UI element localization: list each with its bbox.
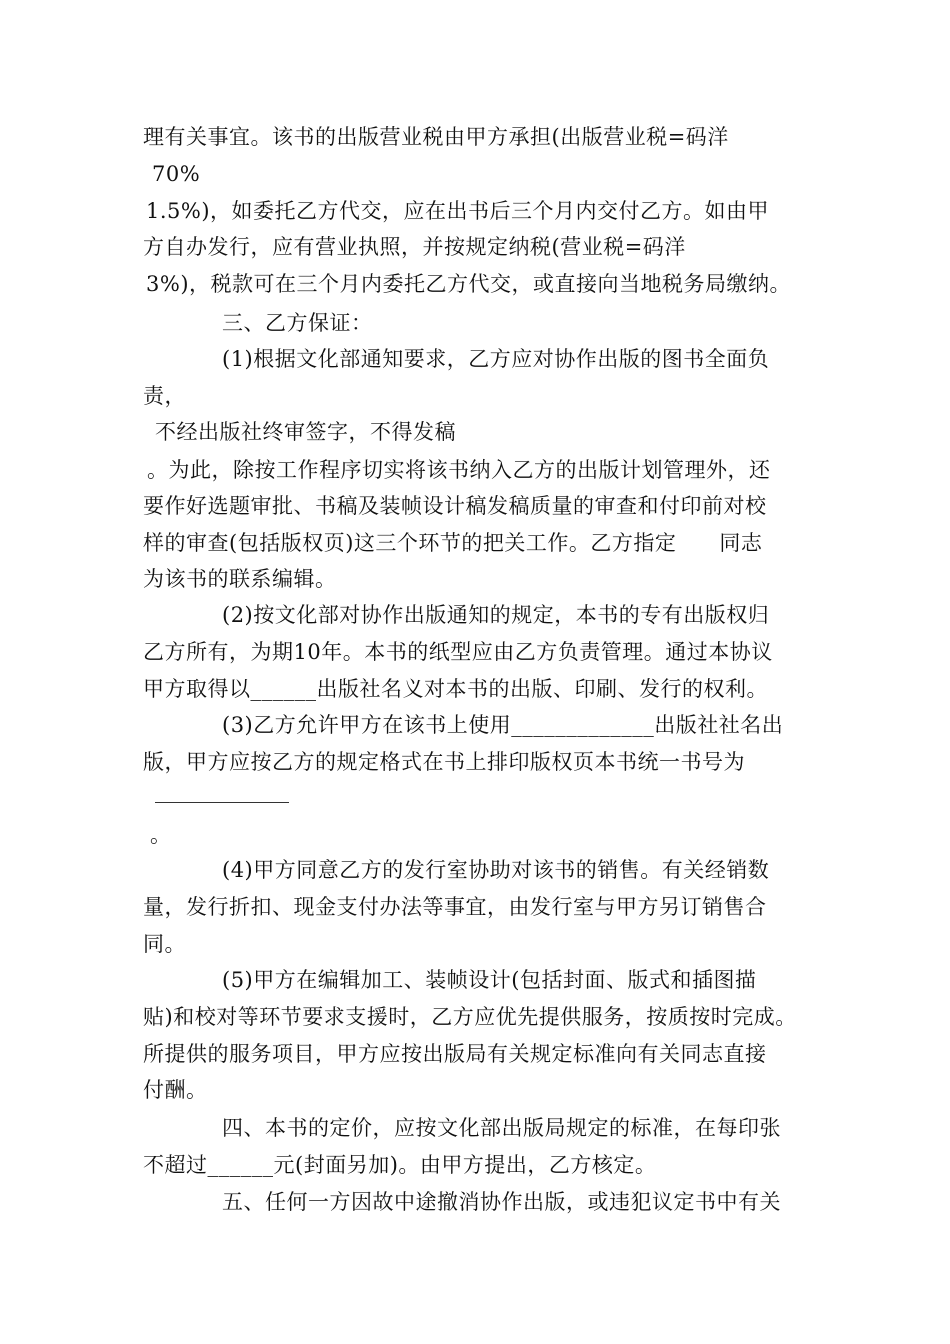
text-line: 为该书的联系编辑。: [143, 567, 337, 591]
text-line: 1.5%)，如委托乙方代交，应在出书后三个月内交付乙方。如由甲: [146, 199, 770, 223]
text-line: 付酬。: [143, 1078, 208, 1102]
text-line: 3%)，税款可在三个月内委托乙方代交，或直接向当地税务局缴纳。: [146, 272, 792, 296]
section-heading: 四、本书的定价，应按文化部出版局规定的标准，在每印张: [222, 1116, 781, 1140]
text-line: (4)甲方同意乙方的发行室协助对该书的销售。有关经销数: [222, 858, 770, 882]
text-line: 版，甲方应按乙方的规定格式在书上排印版权页本书统一书号为: [143, 750, 745, 774]
text-line: 理有关事宜。该书的出版营业税由甲方承担(出版营业税=码洋: [143, 125, 729, 149]
text-line: 所提供的服务项目，甲方应按出版局有关规定标准向有关同志直接: [143, 1042, 767, 1066]
text-line: 。为此，除按工作程序切实将该书纳入乙方的出版计划管理外，还: [147, 458, 771, 482]
text-line: 不超过______元(封面另加)。由甲方提出，乙方核定。: [143, 1153, 657, 1177]
text-line: (2)按文化部对协作出版通知的规定，本书的专有出版权归: [222, 603, 770, 627]
text-line: 甲方取得以______出版社名义对本书的出版、印刷、发行的权利。: [143, 677, 768, 701]
text-line: 样的审查(包括版权页)这三个环节的把关工作。乙方指定 同志: [143, 531, 763, 555]
text-line: 乙方所有，为期10年。本书的纸型应由乙方负责管理。通过本协议: [143, 640, 773, 664]
text-line: 要作好选题审批、书稿及装帧设计稿发稿质量的审查和付印前对校: [143, 494, 767, 518]
text-line: 量，发行折扣、现金支付办法等事宜，由发行室与甲方另订销售合: [143, 895, 767, 919]
blank-fill-line: [155, 802, 289, 803]
text-line: (1)根据文化部通知要求，乙方应对协作出版的图书全面负: [222, 347, 770, 371]
text-line: (3)乙方允许甲方在该书上使用_____________出版社社名出: [222, 713, 784, 737]
text-line: 责，: [143, 384, 186, 408]
text-line: 不经出版社终审签字，不得发稿: [155, 420, 456, 444]
section-heading: 五、任何一方因故中途撤消协作出版，或违犯议定书中有关: [222, 1190, 781, 1214]
text-line: (5)甲方在编辑加工、装帧设计(包括封面、版式和插图描: [222, 968, 757, 992]
text-line: 同。: [143, 932, 186, 956]
text-line: 70%: [152, 162, 201, 186]
text-line: 。: [150, 823, 172, 847]
text-line: 方自办发行，应有营业执照，并按规定纳税(营业税=码洋: [143, 235, 686, 259]
text-line: 贴)和校对等环节要求支援时，乙方应优先提供服务，按质按时完成。: [143, 1005, 797, 1029]
section-heading: 三、乙方保证：: [222, 311, 373, 335]
